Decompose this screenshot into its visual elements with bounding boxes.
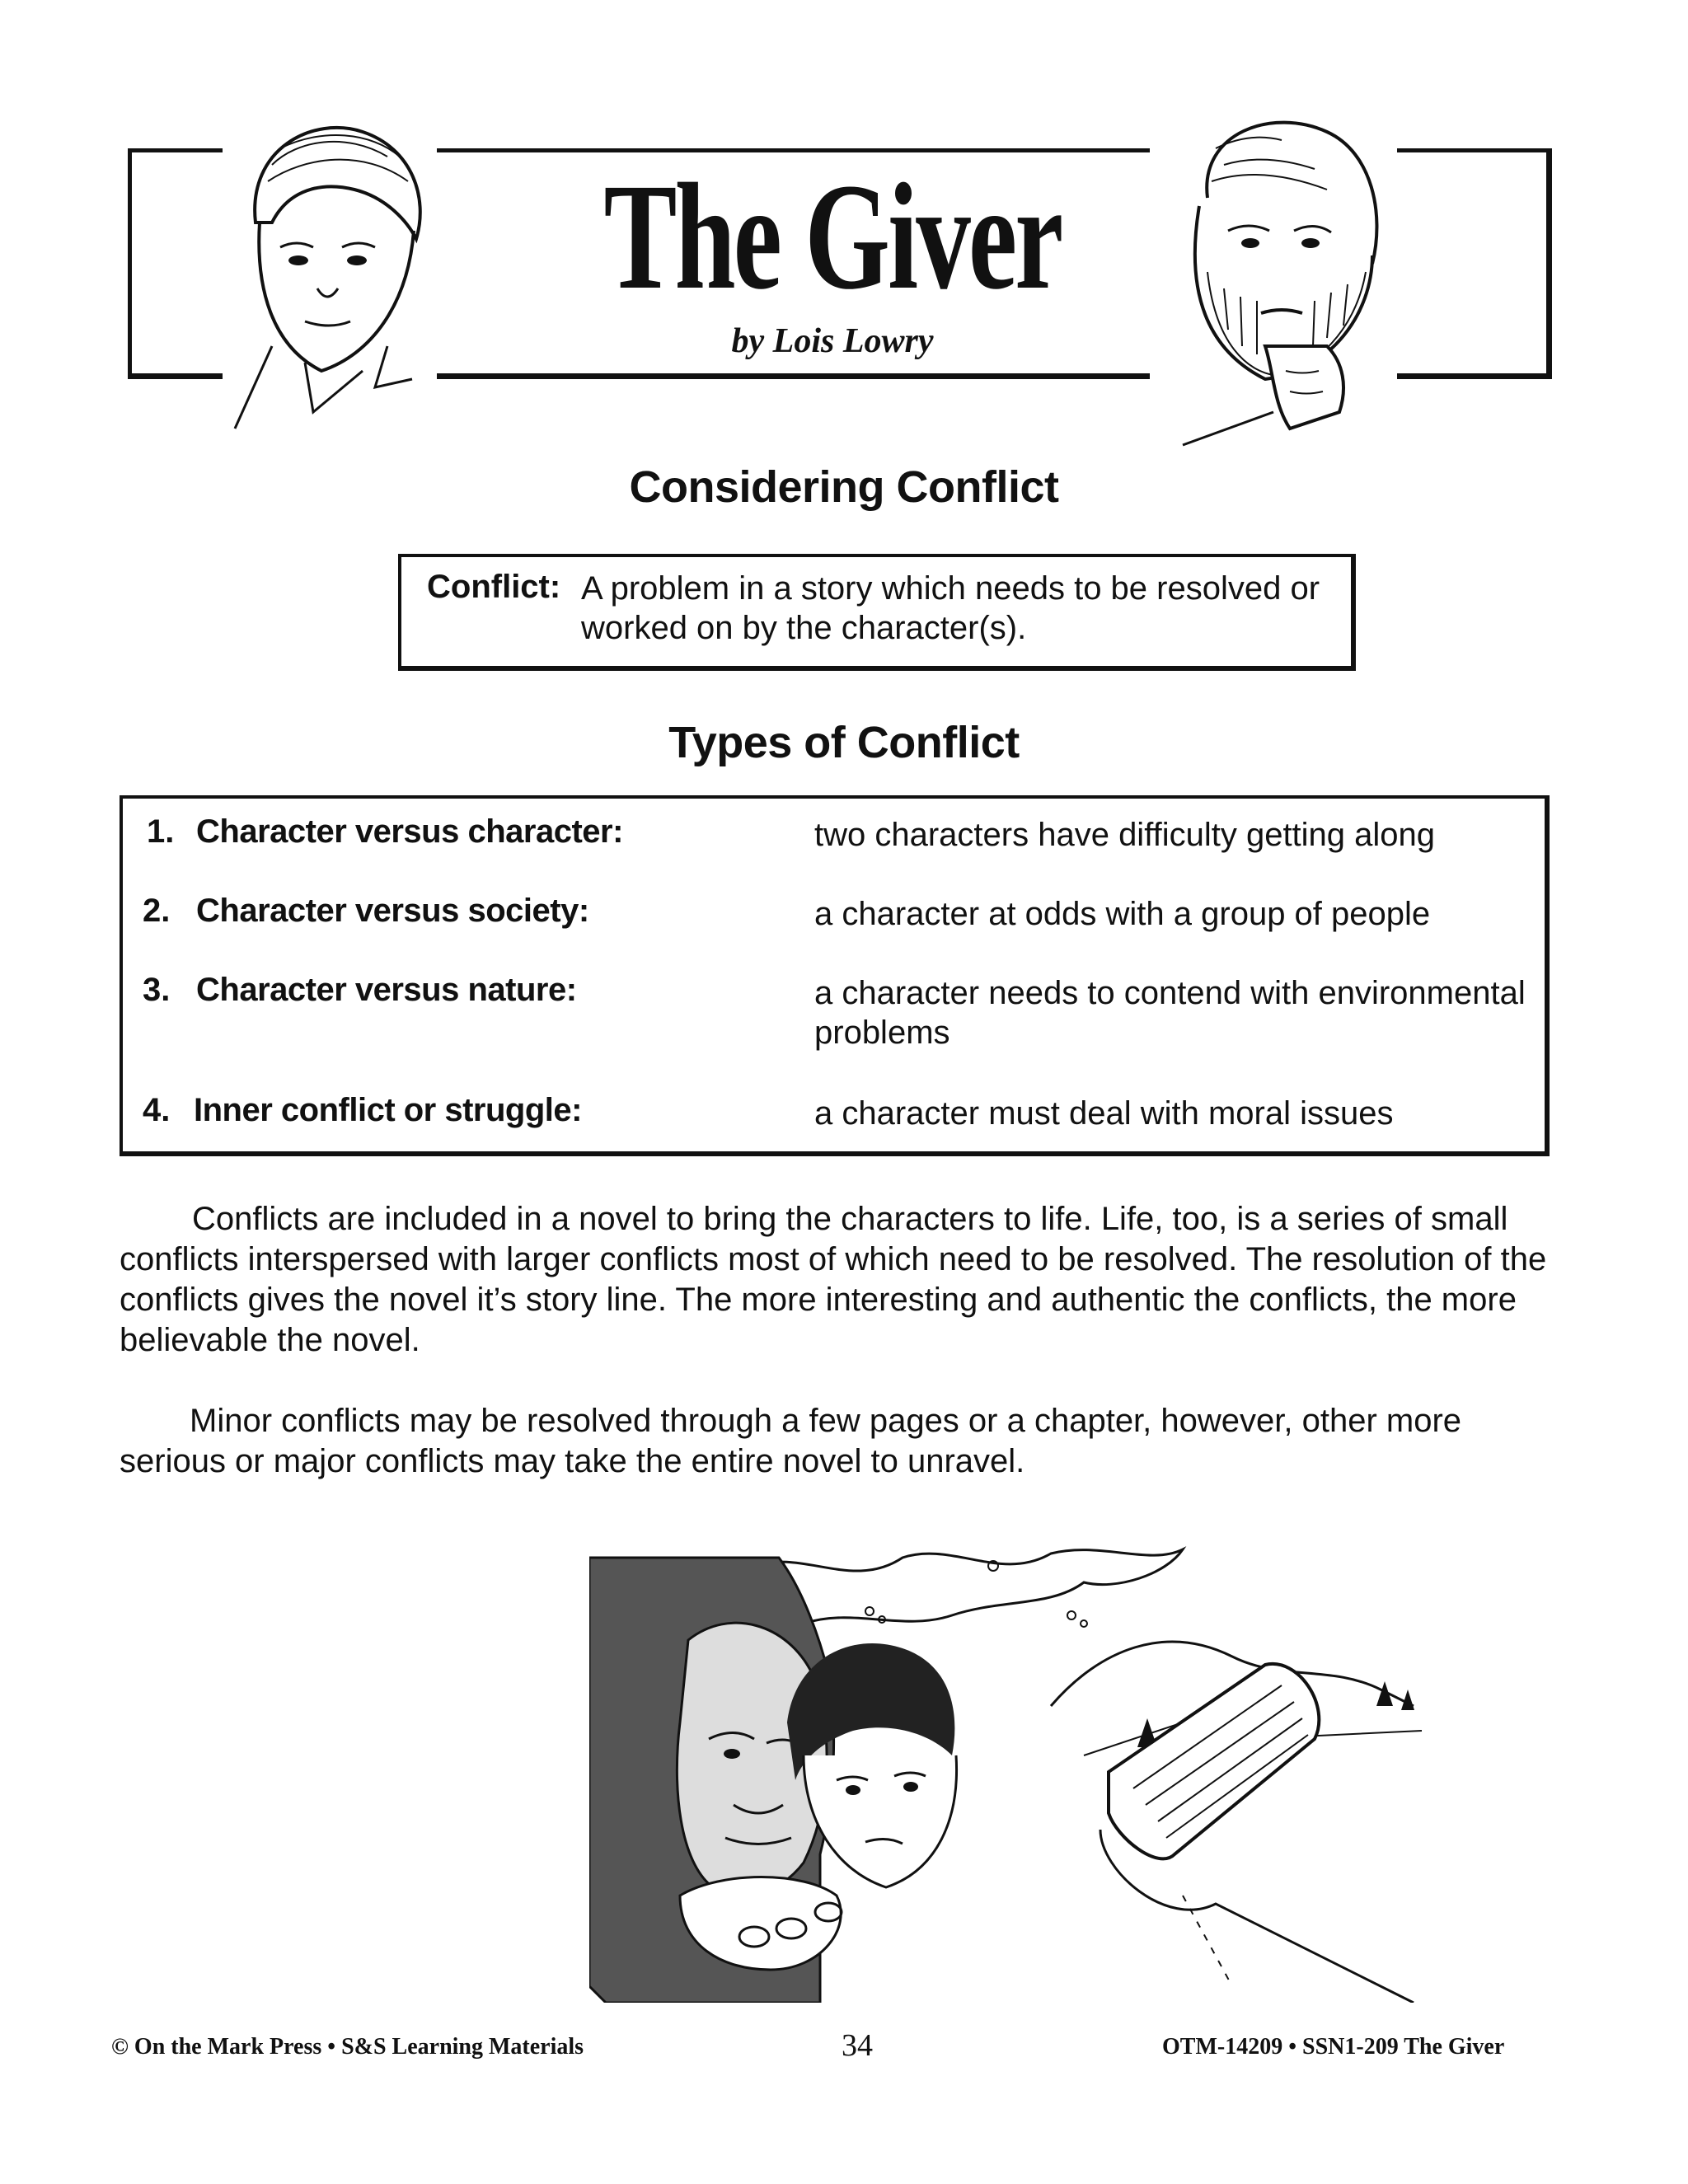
type-description: a character at odds with a group of people [814,896,1431,932]
section-title: Considering Conflict [629,462,1059,512]
product-code: OTM-14209 • SSN1-209 The Giver [1162,2034,1505,2060]
type-name: Inner conflict or struggle: [194,1092,582,1128]
type-number: 1. [147,813,175,850]
book-author: by Lois Lowry [731,322,934,360]
definition-text: A problem in a story which needs to be resolved or worked on by the character(s). [581,570,1320,646]
paragraph: Conflicts are included in a novel to bring the characters to life. Life, too, is a series of small conflicts interspersed with larger conflicts most of which need to be resolved. The resolution of the conflicts gives the novel it’s story line. The more interesting and authentic the conflicts, the more believable the novel. [120,1201,1547,1358]
publisher-credit: © On the Mark Press • S&S Learning Materials [111,2034,584,2060]
types-heading: Types of Conflict [668,718,1020,767]
type-number: 4. [143,1092,171,1128]
paragraph: Minor conflicts may be resolved through a few pages or a chapter, however, other more serious or major conflicts may take the entire novel to unravel. [120,1403,1462,1479]
old-man-portrait-illustration [1150,99,1397,462]
boy-portrait-illustration [223,99,437,445]
type-name: Character versus society: [196,893,589,929]
type-description: a character needs to contend with environmental problems [814,975,1526,1051]
type-number: 3. [143,972,171,1008]
book-title: The Giver [603,152,1062,321]
giver-and-boy-illustration [589,1541,1430,2003]
type-description: two characters have difficulty getting along [814,817,1436,853]
type-name: Character versus nature: [196,972,577,1008]
type-description: a character must deal with moral issues [814,1095,1394,1132]
type-name: Character versus character: [196,813,623,850]
page-number: 34 [842,2028,873,2063]
type-number: 2. [143,893,171,929]
definition-term: Conflict: [427,569,561,605]
